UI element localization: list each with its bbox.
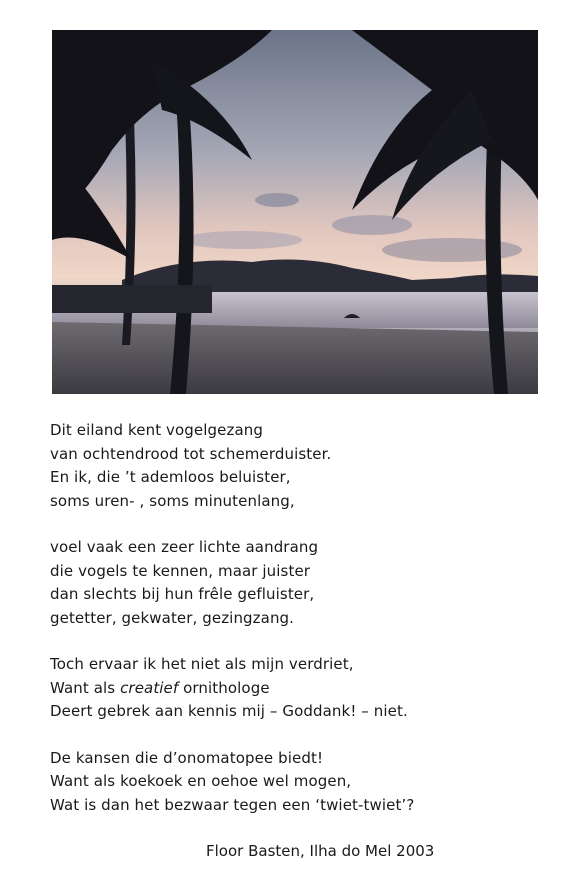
poem-line-italic-word: creatief bbox=[120, 678, 179, 697]
poem-photo bbox=[52, 30, 538, 394]
poem-line: soms uren- , soms minutenlang, bbox=[50, 491, 295, 510]
poem-line: getetter, gekwater, gezingzang. bbox=[50, 608, 295, 627]
dusk-palm-beach-image bbox=[52, 30, 538, 394]
poem-line: die vogels te kennen, maar juister bbox=[50, 561, 311, 580]
poem-line-end: ornithologe bbox=[178, 678, 270, 697]
poem-line: Want als koekoek en oehoe wel mogen, bbox=[50, 772, 352, 790]
stanza-1 bbox=[50, 419, 550, 513]
poem-line: van ochtendrood tot schemerduister. bbox=[50, 444, 332, 463]
poem-signature: Floor Basten, Ilha do Mel 2003 bbox=[206, 842, 435, 860]
poem-line: Wat is dan het bezwaar tegen een ‘twiet-twiet’? bbox=[50, 795, 415, 814]
poem-line-start: Want als bbox=[50, 678, 121, 697]
poem-line: voel vaak een zeer lichte aandrang bbox=[50, 538, 319, 556]
poem-line: De kansen die d’onomatopee biedt! bbox=[50, 748, 324, 767]
poem-line: Toch ervaar ik het niet als mijn verdriet, bbox=[50, 655, 354, 673]
poem-line: Deert gebrek aan kennis mij – Goddank! – niet. bbox=[50, 702, 408, 720]
poem-line: dan slechts bij hun frêle gefluister, bbox=[50, 585, 315, 603]
stanza-3 bbox=[50, 653, 550, 724]
stanza-4 bbox=[50, 747, 550, 818]
poem-body bbox=[50, 419, 550, 840]
poem-line: Dit eiland kent vogelgezang bbox=[50, 421, 263, 439]
poem-line: En ik, die ’t ademloos beluister, bbox=[50, 468, 291, 486]
poem-line bbox=[50, 677, 550, 701]
stanza-2 bbox=[50, 536, 550, 630]
